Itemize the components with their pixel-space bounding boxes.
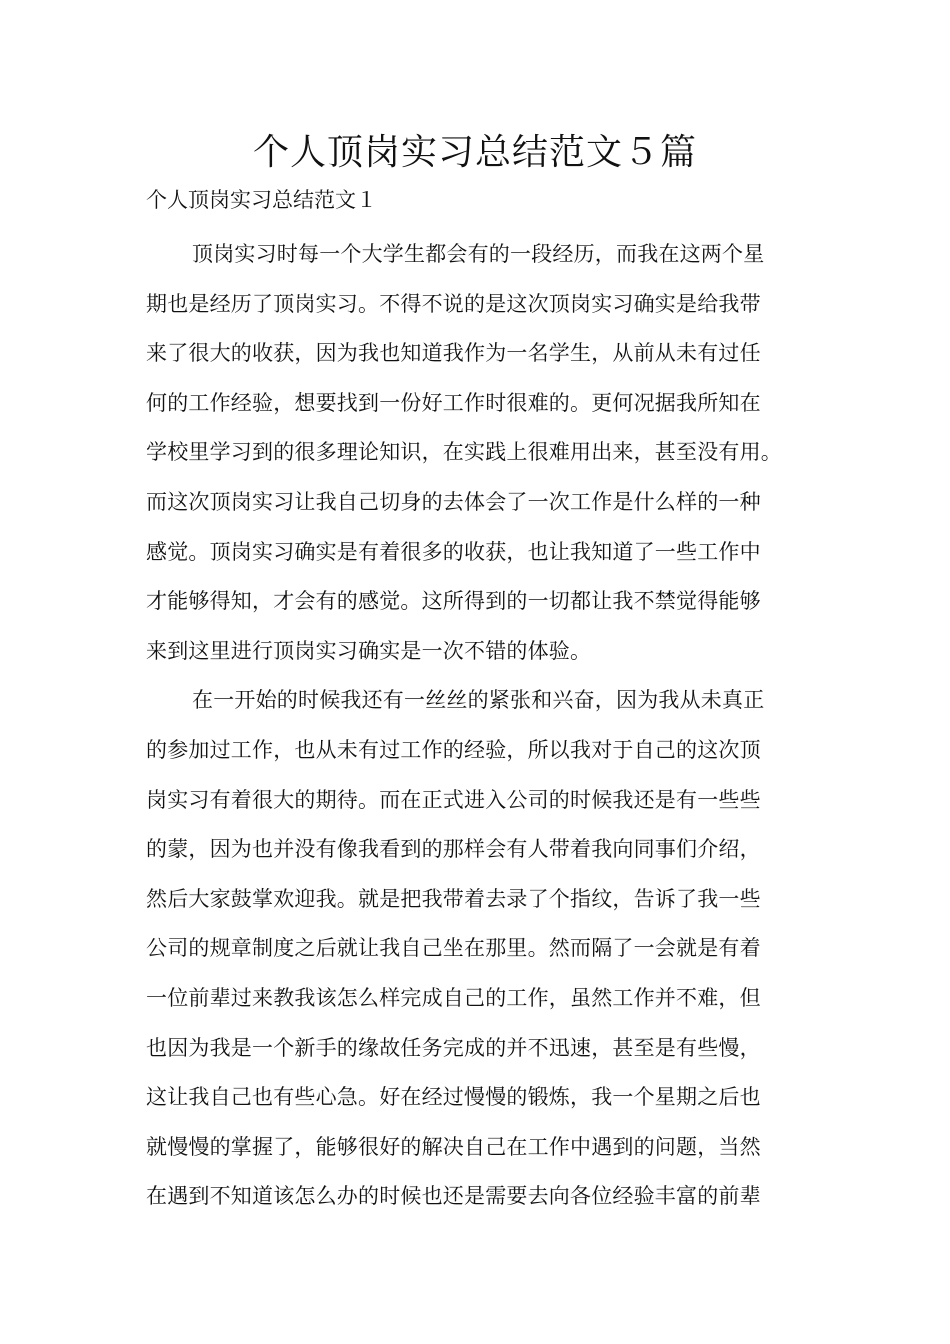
text-line: 才能够得知，才会有的感觉。这所得到的一切都让我不禁觉得能够	[146, 589, 761, 614]
document-title: 个人顶岗实习总结范文５篇	[252, 132, 697, 173]
text-line: 在遇到不知道该怎么办的时候也还是需要去向各位经验丰富的前辈	[146, 1184, 761, 1209]
text-line: 一位前辈过来教我该怎么样完成自己的工作，虽然工作并不难，但	[146, 985, 761, 1010]
paragraph	[146, 676, 810, 1222]
text-line: 也因为我是一个新手的缘故任务完成的并不迅速，甚至是有些慢，	[146, 1035, 761, 1060]
paragraph	[146, 230, 810, 676]
text-line: 来到这里进行顶岗实习确实是一次不错的体验。	[146, 638, 592, 663]
text-line: 这让我自己也有些心急。好在经过慢慢的锻炼，我一个星期之后也	[146, 1085, 761, 1110]
text-line: 而这次顶岗实习让我自己切身的去体会了一次工作是什么样的一种	[146, 489, 761, 514]
text-line: 的蒙，因为也并没有像我看到的那样会有人带着我向同事们介绍，	[146, 837, 761, 862]
body-text	[146, 230, 810, 1222]
text-line: 公司的规章制度之后就让我自己坐在那里。然而隔了一会就是有着	[146, 936, 761, 961]
text-line: 在一开始的时候我还有一丝丝的紧张和兴奋，因为我从未真正	[192, 688, 765, 713]
text-line: 顶岗实习时每一个大学生都会有的一段经历，而我在这两个星	[192, 242, 765, 266]
text-line: 何的工作经验，想要找到一份好工作时很难的。更何况据我所知在	[146, 390, 761, 415]
section-heading: 个人顶岗实习总结范文１	[146, 188, 377, 212]
text-line: 的参加过工作，也从未有过工作的经验，所以我对于自己的这次顶	[146, 737, 761, 762]
text-line: 学校里学习到的很多理论知识，在实践上很难用出来，甚至没有用。	[146, 440, 782, 465]
text-line: 感觉。顶岗实习确实是有着很多的收获，也让我知道了一些工作中	[146, 539, 761, 564]
text-line: 岗实习有着很大的期待。而在正式进入公司的时候我还是有一些些	[146, 787, 761, 812]
text-line: 期也是经历了顶岗实习。不得不说的是这次顶岗实习确实是给我带	[146, 291, 761, 316]
text-line: 来了很大的收获，因为我也知道我作为一名学生，从前从未有过任	[146, 341, 761, 366]
text-line: 就慢慢的掌握了，能够很好的解决自己在工作中遇到的问题，当然	[146, 1134, 761, 1159]
text-line: 然后大家鼓掌欢迎我。就是把我带着去录了个指纹，告诉了我一些	[146, 886, 761, 911]
